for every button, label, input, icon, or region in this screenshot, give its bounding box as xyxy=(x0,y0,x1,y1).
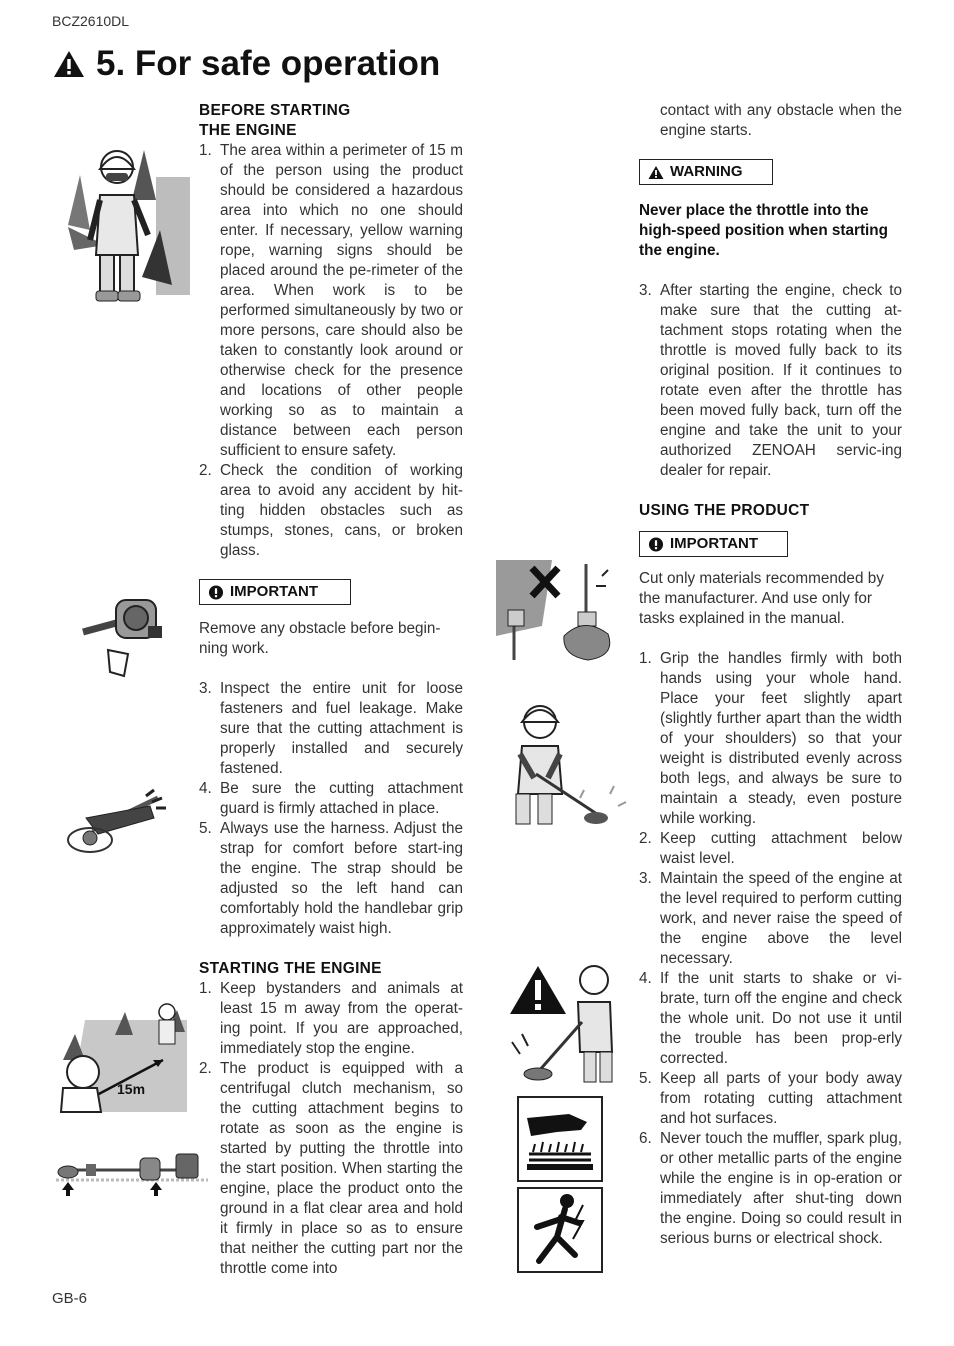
item-text: Keep cutting attachment below waist level. xyxy=(660,830,902,867)
item-number: 3. xyxy=(199,680,212,697)
list-item xyxy=(199,979,463,1059)
item-text: After starting the engine, check to make sure that the cutting at-tachment stops rotating when the throttle is moved fully back to its original position. If it continues to rotate even after the throttle has been moved fully back, turn off the engine and take the unit to your authorized ZENOAH servic-ing dealer for repair. xyxy=(660,282,902,479)
heading-before-starting-1: BEFORE STARTING xyxy=(199,102,351,119)
trimmer-on-ground-illustration xyxy=(52,1150,212,1198)
list-item xyxy=(639,829,902,869)
exclamation-circle-icon xyxy=(208,585,224,600)
item-text: contact with any obstacle when the engine starts. xyxy=(660,102,902,139)
engine-obstacle-illustration xyxy=(78,592,168,680)
item-text: If the unit starts to shake or vi-brate, turn off the engine and check the whole unit. Do not use it until the trouble has been prop-erly corrected. xyxy=(660,970,902,1067)
item-number: 2. xyxy=(199,1060,212,1077)
bystander-distance-illustration xyxy=(55,1000,190,1118)
heading-before-starting-2: THE ENGINE xyxy=(199,122,297,139)
item-text: Maintain the speed of the engine at the level required to perform cutting work, and never raise the speed of the engine above the level necessary. xyxy=(660,870,902,967)
important-badge xyxy=(639,531,788,557)
important-note: Remove any obstacle before begin-ning work. xyxy=(199,620,441,657)
warning-note: Never place the throttle into the high-speed position when starting the engine. xyxy=(639,202,889,259)
important-badge xyxy=(199,579,351,605)
distance-label: 15m xyxy=(117,1081,146,1097)
list-item xyxy=(639,869,902,969)
list-item xyxy=(199,141,463,461)
column-1 xyxy=(199,101,463,1279)
item-number: 4. xyxy=(639,970,652,987)
hot-surface-warning-icon xyxy=(517,1096,603,1182)
item-number: 1. xyxy=(639,650,652,667)
warning-badge xyxy=(639,159,773,185)
heading-starting-engine: STARTING THE ENGINE xyxy=(199,960,382,977)
item-text: Never touch the muffler, spark plug, or other metallic parts of the engine while the engine is in op-eration or immediately after shut-ting down the engine. Doing so could result in serious burns or electrical shock. xyxy=(660,1130,902,1247)
list-item xyxy=(639,281,902,481)
item-number: 3. xyxy=(639,282,652,299)
cutting-guard-illustration xyxy=(62,788,168,862)
worker-with-cones-illustration xyxy=(60,145,192,303)
item-number: 4. xyxy=(199,780,212,797)
list-item xyxy=(199,1059,463,1279)
item-number: 5. xyxy=(639,1070,652,1087)
item-number: 5. xyxy=(199,820,212,837)
page-number: GB-6 xyxy=(52,1290,88,1307)
item-number: 6. xyxy=(639,1130,652,1147)
page-title xyxy=(52,44,440,84)
item-text: Keep bystanders and animals at least 15 m away from the operat-ing point. If you are approached, immediately stop the engine. xyxy=(220,980,463,1057)
item-text: Keep all parts of your body away from rotating cutting attachment and hot surfaces. xyxy=(660,1070,902,1127)
warning-label: WARNING xyxy=(670,163,743,180)
warning-triangle-icon xyxy=(648,165,664,180)
item-text: Always use the harness. Adjust the strap for comfort before start-ing the engine. The strap should be adjusted so the left hand can comfortably hold the handlebar grip approximately waist high. xyxy=(220,820,463,937)
item-number: 1. xyxy=(199,980,212,997)
list-item xyxy=(199,779,463,819)
list-item xyxy=(639,969,902,1069)
item-text: Be sure the cutting attachment guard is firmly attached in place. xyxy=(220,780,463,817)
heading-using-product: USING THE PRODUCT xyxy=(639,502,810,519)
item-text: The product is equipped with a centrifugal clutch mechanism, so the cutting attachment begins to rotate as soon as the engine is started by putting the throttle into the start position. When starting the engine, place the product onto the ground in a flat clear area and hold it firmly in place so as to ensure that neither the cutting part nor the throttle come into xyxy=(220,1060,463,1277)
item-text: Inspect the entire unit for loose fasteners and fuel leakage. Make sure that the cutting attachment is properly installed and securely fastened. xyxy=(220,680,463,777)
list-item xyxy=(639,1129,902,1249)
list-item xyxy=(199,679,463,779)
warning-triangle-icon xyxy=(52,49,86,79)
item-text: Check the condition of working area to avoid any accident by hit-ting hidden obstacles such as stumps, stones, cans, or broken glass. xyxy=(220,462,463,559)
vibration-hazard-illustration xyxy=(498,962,628,1088)
list-item-continuation xyxy=(639,101,902,141)
column-2 xyxy=(639,101,902,1249)
page-title-text: 5. For safe operation xyxy=(96,44,441,83)
item-number: 3. xyxy=(639,870,652,887)
electric-shock-warning-icon xyxy=(517,1187,603,1273)
important-label: IMPORTANT xyxy=(230,583,319,600)
item-text: The area within a perimeter of 15 m of the person using the product should be considered a hazardous area into which no one should enter. If necessary, yellow warning rope, warning signs should be placed around the pe-rimeter of the area. When work is to be performed simultaneously by two or more persons, care should also be taken to constantly look around or otherwise check for the presence and locations of other people working so as to maintain a distance between each person sufficient to ensure safety. xyxy=(220,142,463,459)
item-text: Grip the handles firmly with both hands using your whole hand. Place your feet slightly apart (slightly further apart than the width of your shoulders) so that your weight is distributed evenly across both legs, and always be sure to maintain a steady, even posture while working. xyxy=(660,650,902,827)
important-note: Cut only materials recommended by the manufacturer. And use only for tasks explained in the manual. xyxy=(639,570,884,627)
model-number: BCZ2610DL xyxy=(52,13,130,29)
worker-grip-stance-illustration xyxy=(500,694,648,834)
item-number: 1. xyxy=(199,142,212,159)
list-item xyxy=(199,819,463,939)
important-label: IMPORTANT xyxy=(670,535,759,552)
list-item xyxy=(199,461,463,561)
exclamation-circle-icon xyxy=(648,537,664,552)
item-number: 2. xyxy=(199,462,212,479)
item-number: 2. xyxy=(639,830,652,847)
list-item xyxy=(639,649,902,829)
prohibited-cutting-illustration xyxy=(492,556,626,664)
list-item xyxy=(639,1069,902,1129)
